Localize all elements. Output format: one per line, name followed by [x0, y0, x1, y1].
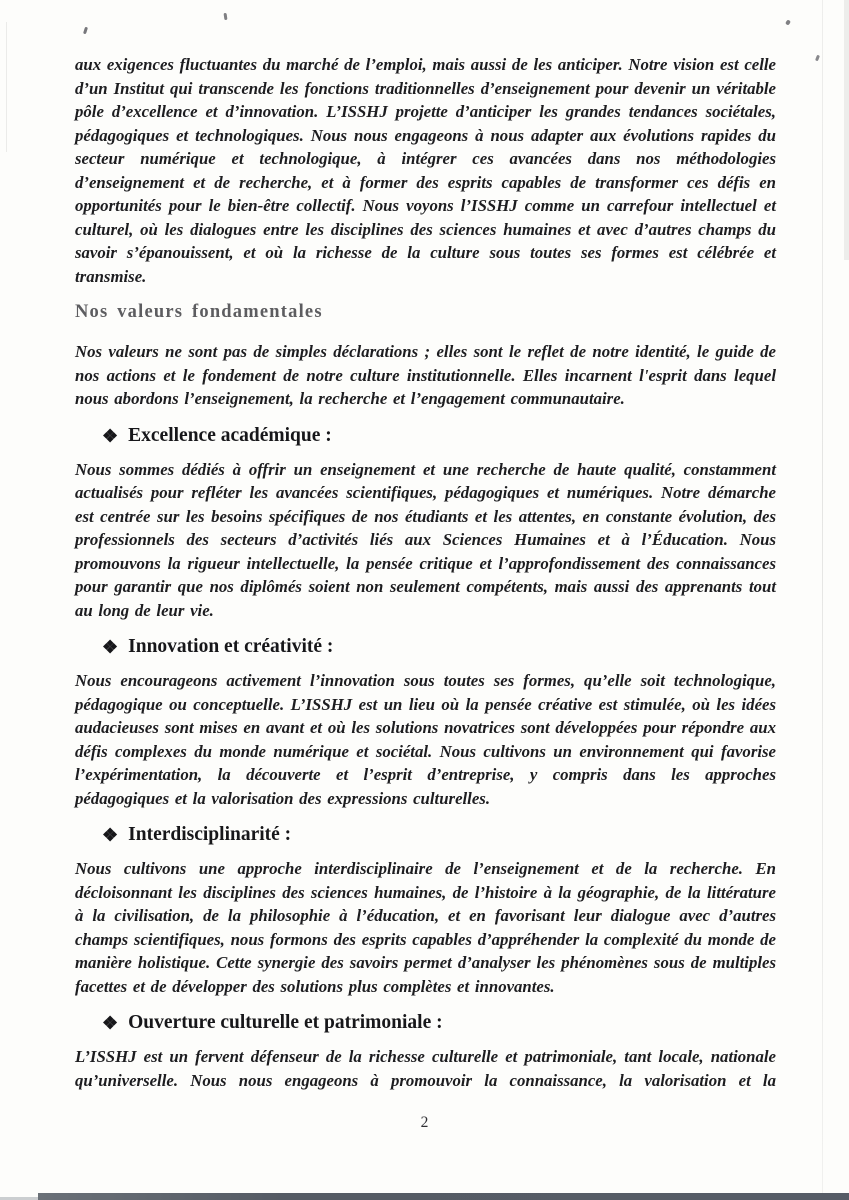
scan-bottom-edge — [38, 1193, 849, 1200]
section-heading-nos-valeurs: Nos valeurs fondamentales — [75, 302, 323, 322]
value-heading-innovation — [102, 636, 776, 658]
scan-speck — [224, 13, 228, 20]
diamond-bullet-icon: ❖ — [102, 425, 119, 446]
diamond-bullet-icon: ❖ — [102, 1013, 119, 1033]
document-content — [75, 53, 776, 1092]
value-heading-interdisciplinarite — [102, 824, 776, 846]
diamond-bullet-icon: ❖ — [102, 825, 119, 845]
value-heading-excellence — [102, 425, 776, 447]
value-heading-label: Excellence académique : — [128, 424, 332, 446]
page-number: 2 — [420, 1114, 429, 1131]
scan-speck — [815, 55, 820, 62]
value-paragraph-ouverture: L’ISSHJ est un fervent défenseur de la richesse culturelle et patrimoniale, tant locale, nationale qu’universelle. Nous nous engageons à promouvoir la connaissance, la valorisation et la — [75, 1047, 776, 1090]
value-heading-ouverture — [102, 1012, 776, 1034]
intro-paragraph: aux exigences fluctuantes du marché de l’emploi, mais aussi de les anticiper. Notre vision est celle d’un Institut qui transcende les fonctions traditionnelles d’enseignement pour devenir un véritable pôle d’excellence et d’innovation. L’ISSHJ projette d’anticiper les grandes tendances sociétales, pédagogiques et technologiques. Nous nous engageons à nous adapter aux évolutions rapides du secteur numérique et technologique, à intégrer ces avancées dans nos méthodologies d’enseignement et de recherche, et à former des esprits capables de transformer ces défis en opportunités pour le bien-être collectif. Nous voyons l’ISSHJ comme un carrefour intellectuel et culturel, où les dialogues entre les disciplines des sciences humaines et avec d’autres champs du savoir s’épanouissent, et où la richesse de la culture sous toutes ses formes est célébrée et transmise. — [75, 55, 776, 286]
scan-edge-shading — [844, 0, 849, 260]
value-paragraph-interdisciplinarite: Nous cultivons une approche interdisciplinaire de l’enseignement et de la recherche. En décloisonnant les disciplines des sciences humaines, de l’histoire à la géographie, de la littérature à la civilisation, de la philosophie à l’éducation, et en favorisant leur dialogue avec d’autres champs scientifiques, nous formons des esprits capables d’appréhender la complexité du monde de manière holistique. Cette synergie des savoirs permet d’analyser les phénomènes sous de multiples facettes et de développer des solutions plus complètes et innovantes. — [75, 859, 776, 996]
diamond-bullet-icon: ❖ — [102, 637, 119, 657]
value-heading-label: Interdisciplinarité : — [128, 824, 292, 845]
value-paragraph-innovation: Nous encourageons activement l’innovation sous toutes ses formes, qu’elle soit technologique, pédagogique ou conceptuelle. L’ISSHJ est un lieu où la pensée créative est stimulée, où les idées audacieuses sont mises en avant et où les solutions novatrices sont développées pour répondre aux défis complexes du monde numérique et sociétal. Nous cultivons un environnement qui favorise l’expérimentation, la découverte et l’esprit d’entreprise, y compris dans les approches pédagogiques et la valorisation des expressions culturelles. — [75, 671, 776, 808]
scan-edge-line — [822, 0, 823, 1200]
values-intro-paragraph: Nos valeurs ne sont pas de simples déclarations ; elles sont le reflet de notre identité, le guide de nos actions et le fondement de notre culture institutionnelle. Elles incarnent l'esprit dans lequel nous abordons l’enseignement, la recherche et l’engagement communautaire. — [75, 342, 776, 408]
value-heading-label: Ouverture culturelle et patrimoniale : — [128, 1012, 443, 1033]
scan-speck — [785, 19, 791, 25]
value-heading-label: Innovation et créativité : — [128, 636, 334, 657]
value-paragraph-excellence: Nous sommes dédiés à offrir un enseignement et une recherche de haute qualité, constamment actualisés pour refléter les avancées scientifiques, pédagogiques et numériques. Notre démarche est centrée sur les besoins spécifiques de nos étudiants et les attentes, en constante évolution, des professionnels des secteurs d’activités liés aux Sciences Humaines et à l’Éducation. Nous promouvons la rigueur intellectuelle, la pensée critique et l’approfondissement des connaissances pour garantir que nos diplômés soient non seulement compétents, mais aussi des apprenants tout au long de leur vie. — [75, 459, 776, 620]
scan-edge-line — [6, 22, 7, 152]
scan-speck — [83, 27, 88, 35]
